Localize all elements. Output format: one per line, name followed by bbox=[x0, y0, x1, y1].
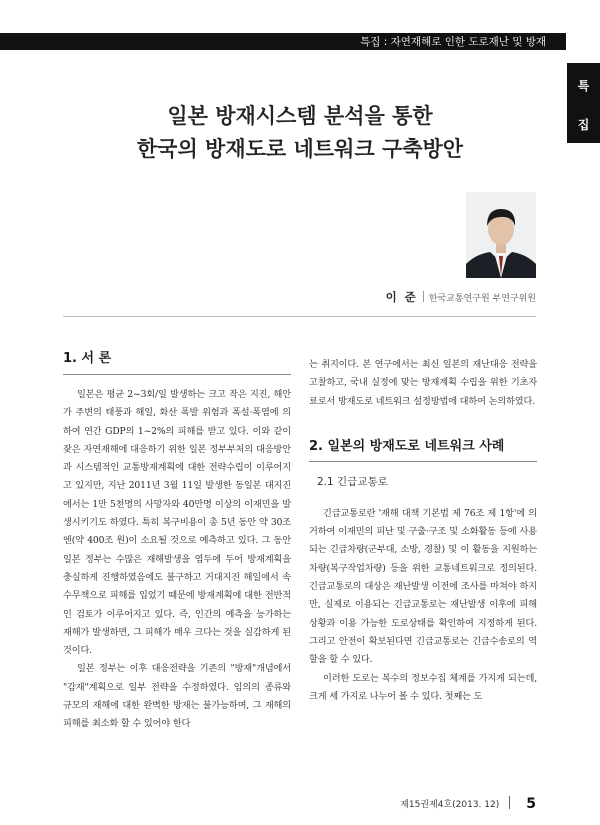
section-heading-introduction: 1. 서 론 bbox=[63, 351, 112, 366]
portrait-image bbox=[466, 192, 536, 278]
section-heading-japan-cases: 2. 일본의 방재도로 네트워크 사례 bbox=[309, 438, 505, 454]
paragraph: 는 취지이다. 본 연구에서는 최신 일본의 재난대응 전략을 고찰하고, 국내 실정에 맞는 방재계획 수립을 위한 기초자료로서 방재도로 네트워크 설정방법에 대하여 논의하였다. bbox=[309, 359, 537, 407]
side-tab-char: 특 bbox=[577, 79, 590, 93]
section-header-text: 특집 : 자연재해로 인한 도로재난 및 방재 bbox=[360, 36, 546, 48]
byline-divider bbox=[423, 291, 424, 302]
footer-divider bbox=[509, 796, 510, 809]
author-byline bbox=[386, 289, 536, 305]
left-column bbox=[63, 351, 291, 734]
heading-underline bbox=[63, 374, 291, 375]
subsection-heading-emergency-roads: 2.1 긴급교통로 bbox=[317, 475, 388, 488]
right-column bbox=[309, 356, 537, 706]
paragraph: 일본 정부는 이후 대응전략을 기존의 "방재"개념에서 "감재"계획으로 일부 전략을 수정하였다. 임의의 종류와 규모의 재해에 대한 완벽한 방재는 불가능하며, 그 재해의 피해를 최소화 할 수 있어야 한다 bbox=[63, 663, 291, 730]
paragraph: 긴급교통로란 '재해 대책 기본법 제 76조 제 1항'에 의거하여 이재민의 피난 및 구출·구조 및 소화활동 등에 사용되는 긴급차량(군부대, 소방, 경찰) 및 이 활동을 지원하는 차량(복구작업차량) 등을 위한 교통네트워크로 정의된다. 긴급교통로의 대상은 재난발생 이전에 조사를 마쳐야 하지만, 실제로 이용되는 긴급교통로는 재난발생 이후에 피해상황과 이용 가능한 도로상태를 확인하여 지정하게 된다. 그리고 안전이 확보된다면 긴급교통로는 긴급수송로의 역할을 할 수 있다. bbox=[309, 507, 537, 666]
author-name: 이 준 bbox=[385, 290, 418, 304]
article-title-line-1: 일본 방재시스템 분석을 통한 bbox=[167, 104, 433, 128]
paragraph: 이러한 도로는 복수의 정보수집 체계를 가지게 되는데, 크게 세 가지로 나누어 볼 수 있다. 첫째는 도 bbox=[309, 672, 537, 702]
author-affiliation: 한국교통연구원 부연구위원 bbox=[428, 294, 536, 304]
page-number: 5 bbox=[526, 796, 536, 812]
header-divider bbox=[63, 316, 536, 317]
page-footer bbox=[400, 796, 536, 812]
author-photo bbox=[466, 192, 536, 278]
heading-underline bbox=[309, 461, 537, 462]
issue-info: 제15권제4호(2013. 12) bbox=[400, 800, 500, 810]
side-tab-char: 집 bbox=[577, 118, 590, 132]
article-title-line-2: 한국의 방재도로 네트워크 구축방안 bbox=[136, 137, 464, 161]
section-header-bar bbox=[0, 33, 566, 50]
paragraph: 일본은 평균 2~3회/일 발생하는 크고 작은 지진, 해안가 주변의 태풍과 해일, 화산 폭발 위험과 폭설·폭염에 의하여 연간 GDP의 1~2%의 피해를 받고 있다. 이와 같이 잦은 자연재해에 대응하기 위한 일본 정부부처의 대응방안과 시스템적인 교통방재계획에 대한 전략수립이 이루어지고 있지만, 지난 2011년 3월 11일 발생한 동일본 대지진에서는 1만 5천명의 사망자와 40만명 이상의 이재민을 발생시키기도 하였다. 특히 복구비용이 총 5년 동안 약 30조 엔(약 400조 원)이 소요될 것으로 예측하고 있다. 그 동안 일본 정부는 수많은 재해발생을 염두에 두어 방재계획을 충실하게 진행하였음에도 불구하고 거대지진 해일에서 속수무책으로 피해를 입었기 때문에 방재계획에 대한 전반적인 검토가 이루어지고 있다. 즉, 인간의 예측을 능가하는 재해가 발생하면, 그 피해가 매우 크다는 것을 실감하게 된 것이다. bbox=[63, 389, 291, 657]
